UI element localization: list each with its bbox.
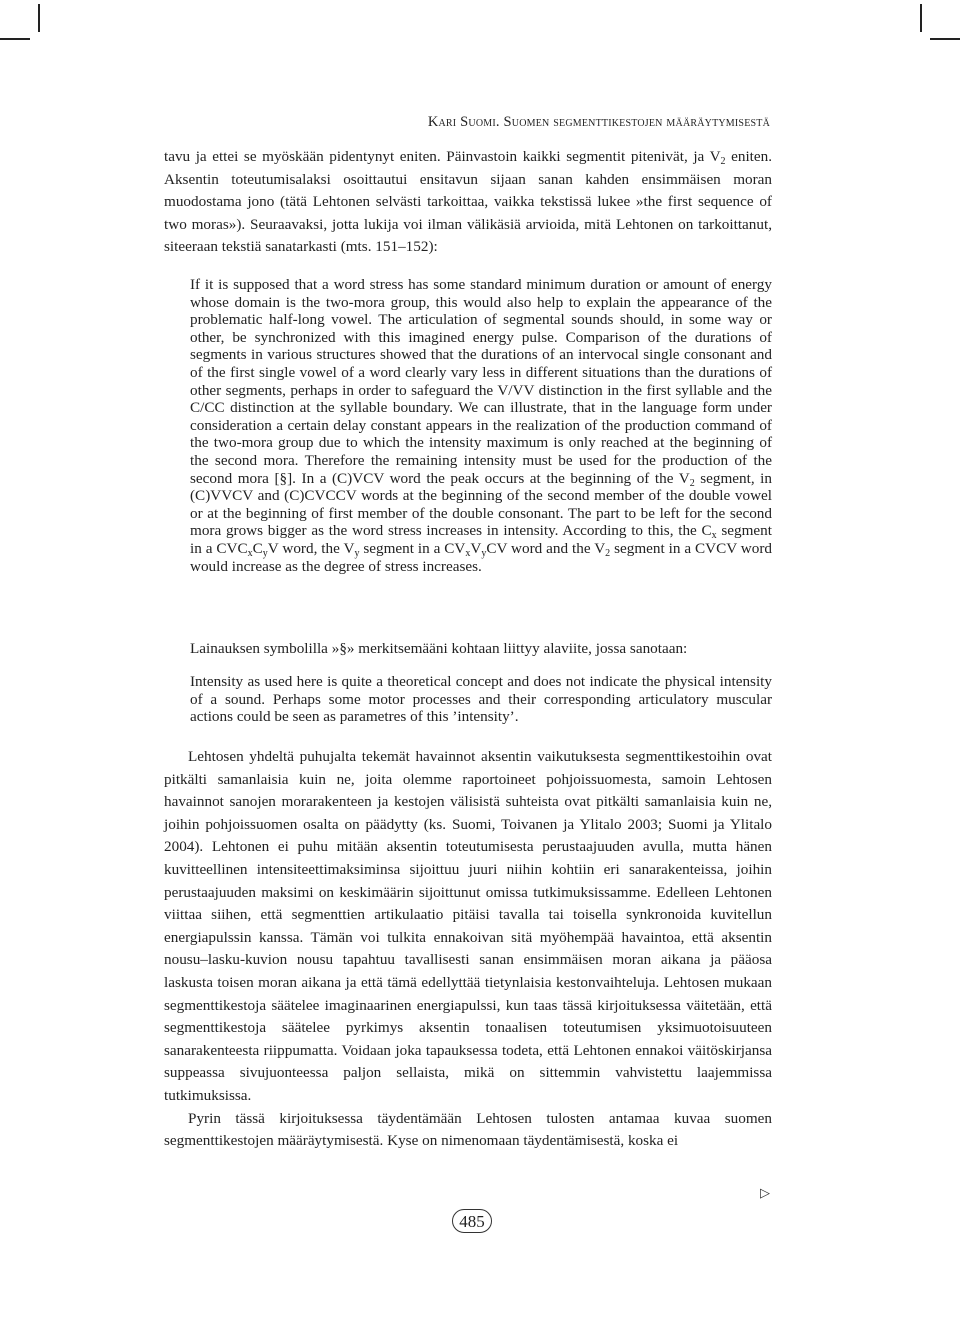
footnote-intro: Lainauksen symbolilla »§» merkitsemääni kohtaan liittyy alaviite, jossa sanotaan: [190,640,688,657]
crop-mark-top-right [920,4,922,32]
block-quote-2 [190,673,772,726]
main-text [164,746,772,1153]
paragraph-1: Lehtosen yhdeltä puhujalta tekemät havainnot aksentin vaikutuksesta segmenttikestoihin ovat pitkälti samanlaisia kuin ne, joita olemme raportoineet pohjoissuomesta, samoin Lehtosen havainnot sanojen morarakenteen ja kestojen välisistä suhteista ovat pitkälti samanlaisia kuin ne, joihin pohjoissuomen osalta on päädytty (ks. Suomi, Toivanen ja Ylitalo 2003; Suomi ja Ylitalo 2004). Lehtonen ei puhu mitään aksentin toteutumisesta perustaajuuden avulla, mutta hänen kuvitteellinen intensiteettimaksiminsa sijoittuu juuri niihin kohtiin eri sanarakenteissa, joihin perustaajuuden maksimi on keskimäärin sijoittunut omissa tutkimuksissamme. Edelleen Lehtonen viittaa siihen, että segmenttien artikulaatio pitäisi tavalla tai toisella synkronoida kuvitellun energiapulssin kanssa. Tämän voi tulkita ennakoivan sitä myöhempää havaintoa, että aksentin nousu–lasku-kuvion nousu tapahtuu tavallisesti sanan ensimmäisen moran aikana ja pääosa laskusta toisen moran aikana ja että tämä edellyttää tietynlaisia kestonvaihteluja. Lehtosen mukaan segmenttikestoja säätelee imaginaarinen energiapulssi, kun taas tässä kirjoituksessa väitetään, että segmenttikestoja säätelee pyrkimys aksentin tonaalisen toteutumisen yksimuotoisuuteen sanarakenteesta riippumatta. Voidaan joka tapauksessa todeta, että Lehtonen ennakoi väitöskirjansa suppeassa sivujuonteessa paljon sellaista, mikä on sittemmin vahvistettu laajemmissa tutkimuksissa. [164,748,772,1104]
continue-arrow-icon: ▷ [760,1185,770,1200]
block-quote-1 [190,276,772,575]
intro-text: tavu ja ettei se myöskään pidentynyt eniten. Päinvastoin kaikki segmentit pitenivät, ja $V_2$ eniten. Aksentin toteutumisalaksi osoittautui ensitavun sijaan sanan kahden ensimmäisen moran muodostama jono (tätä Lehtonen selvästi tarkoittaa, vaikka tekstissä lukee »the first sequence of two moras»). Seuraavaksi, jotta lukija voi ilman välikäsiä arvioida, mitä Lehtonen on tarkoittanut, siteeraan tekstiä sanatarkasti (mts. 151–152): [164,148,773,256]
quote-1-text: If it is supposed that a word stress has some standard minimum duration or amount of energy whose domain is the two-mora group, this would also help to explain the appearance of the problematic half-long vowel. The articulation of segmental sounds should, in some way or other, be synchronized with this imagined energy pulse. Comparison of the durations of segments in various structures showed that the durations of an intervocal single consonant and of the first single vowel of a word clearly vary less in different situations than the durations of other segments, perhaps in order to safeguard the V/VV distinction in the first syllable and the C/CC distinction at the syllable boundary. We can illustrate, that in the language form under consideration a certain delay constant appears in the realization of the production command of the two-mora group due to which the intensity maximum is only reached at the beginning of the second mora. Therefore the remaining intensity must be used for the production of the second mora [§]. In a (C)VCV word the peak occurs at the beginning of the $V_2$ segment, in (C)VVCV and (C)CVCCV words at the beginning of the second member of the double vowel or at the beginning of first member of the double consonant. The part to be left for the second mora grows bigger as the word stress increases in intensity. According to this, the $C_x$ segment in a $CVC_xC_yV$ word, the $V_y$ segment in a $CV_xV_yCV$ word and the $V_2$ segment in a CVCV word would increase as the degree of stress increases. [190,276,773,575]
page-number: 485 [452,1209,492,1233]
crop-mark-top-right-h [930,38,960,40]
crop-mark-top-left [38,4,40,32]
crop-mark-top-left-h [0,38,30,40]
paragraph-2: Pyrin tässä kirjoituksessa täydentämään Lehtosen tulosten antamaa kuvaa suomen segmenttikestojen määräytymisestä. Kyse on nimenomaan täydentämisestä, koska ei [164,1109,772,1150]
quote-2-text: Intensity as used here is quite a theoretical concept and does not indicate the physical intensity of a sound. Perhaps some motor processes and their corresponding articulatory muscular actions could be seen as parametres of this ’intensity’. [190,673,772,726]
intro-paragraph [164,146,772,259]
running-header: Kari Suomi. Suomen segmenttikestojen määräytymisestä [427,114,770,130]
